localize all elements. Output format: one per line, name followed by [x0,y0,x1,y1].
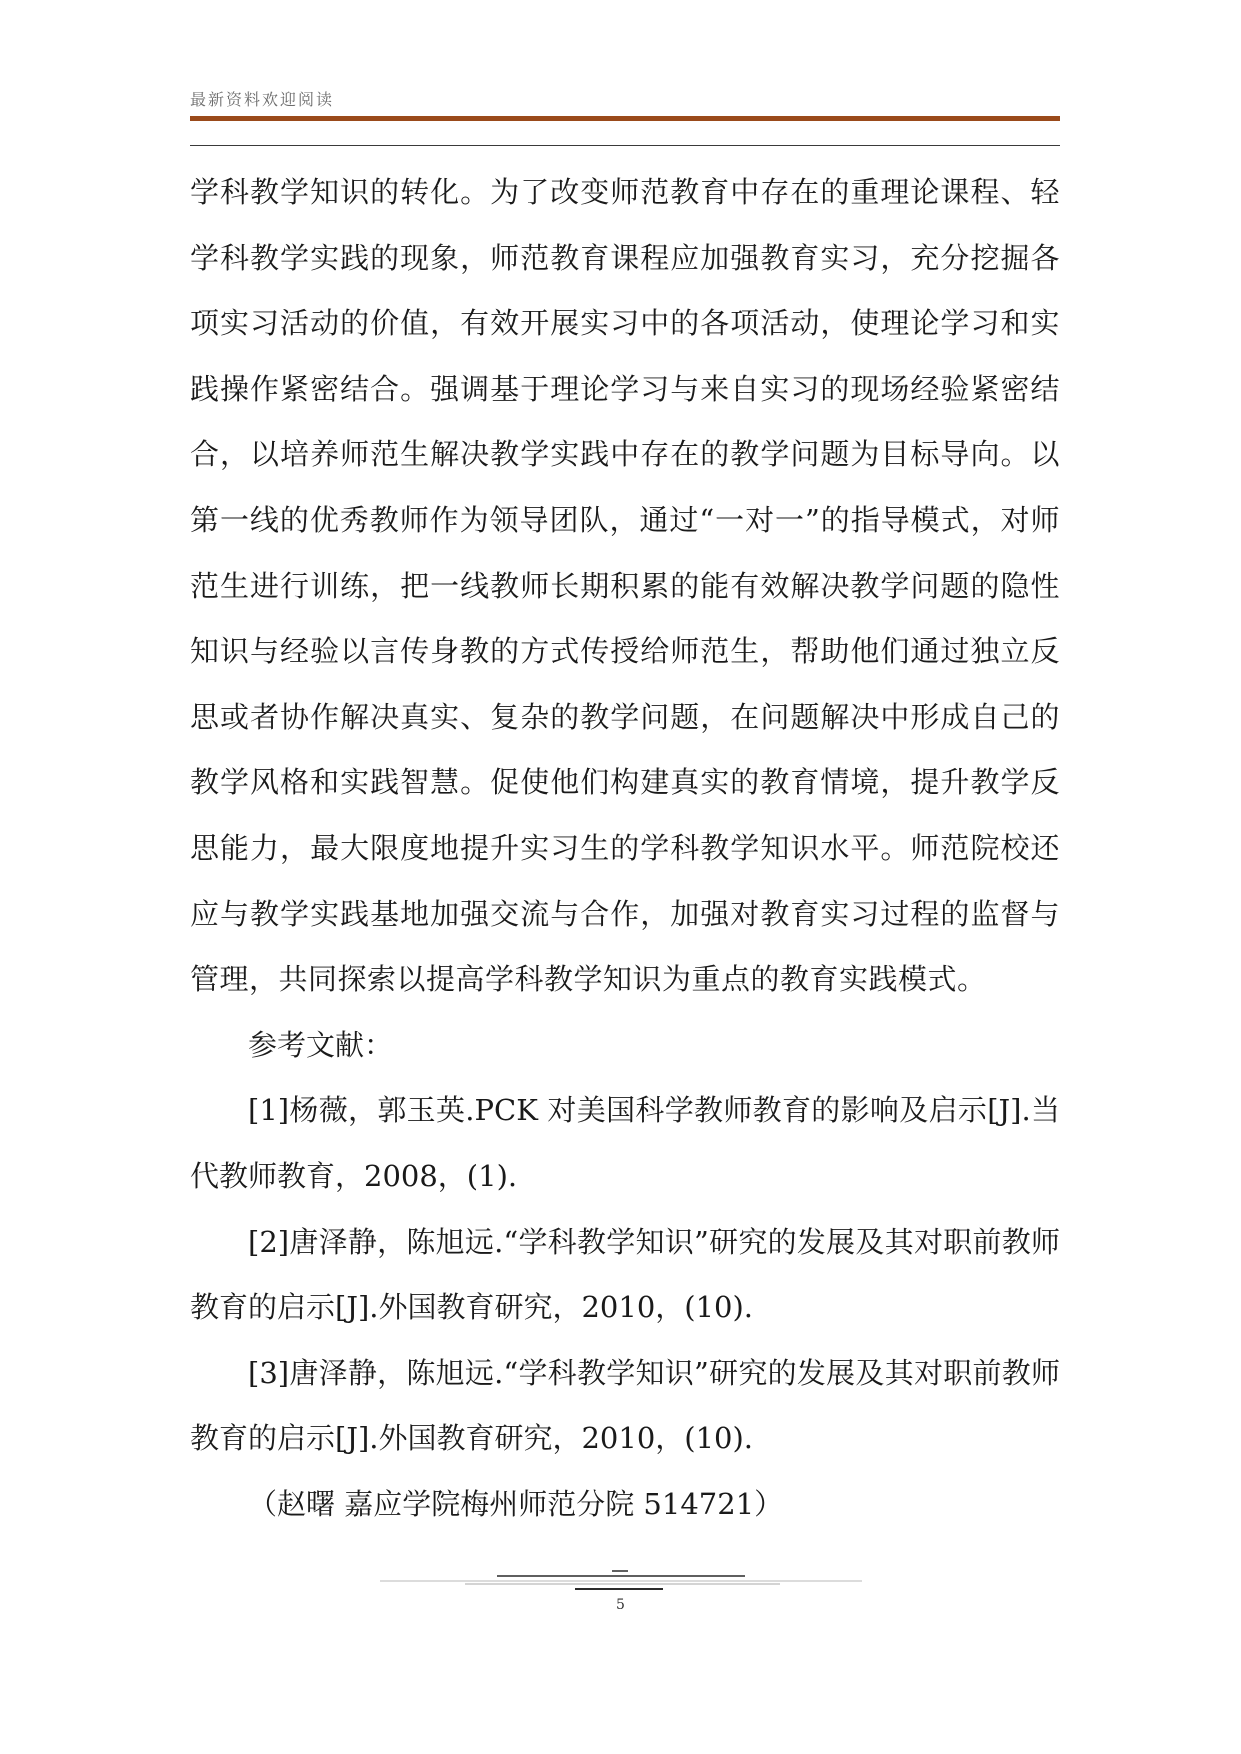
header-rule-thin [190,145,1060,146]
author-affiliation: （赵曙 嘉应学院梅州师范分院 514721） [248,1486,784,1521]
header-rule-thick [190,116,1060,121]
references-heading: 参考文献： [248,1027,394,1062]
header-title: 最新资料欢迎阅读 [190,90,335,109]
main-content [190,160,1060,1537]
reference-item-3: [3]唐泽静，陈旭远.“学科教学知识”研究的发展及其对职前教师教育的启示[J].外国教育研究，2010，(10). [190,1355,1060,1456]
reference-item-2: [2]唐泽静，陈旭远.“学科教学知识”研究的发展及其对职前教师教育的启示[J].外国教育研究，2010，(10). [190,1224,1060,1325]
body-paragraph: 学科教学知识的转化。为了改变师范教育中存在的重理论课程、轻学科教学实践的现象，师范教育课程应加强教育实习，充分挖掘各项实习活动的价值，有效开展实习中的各项活动，使理论学习和实践操作紧密结合。强调基于理论学习与来自实习的现场经验紧密结合，以培养师范生解决教学实践中存在的教学问题为目标导向。以第一线的优秀教师作为领导团队，通过“一对一”的指导模式，对师范生进行训练，把一线教师长期积累的能有效解决教学问题的隐性知识与经验以言传身教的方式传授给师范生，帮助他们通过独立反思或者协作解决真实、复杂的教学问题，在问题解决中形成自己的教学风格和实践智慧。促使他们构建真实的教育情境，提升教学反思能力，最大限度地提升实习生的学科教学知识水平。师范院校还应与教学实践基地加强交流与合作，加强对教育实习过程的监督与管理，共同探索以提高学科教学知识为重点的教育实践模式。 [190,175,1060,997]
page-header [190,88,1060,112]
reference-item-1: [1]杨薇，郭玉英.PCK 对美国科学教师教育的影响及启示[J].当代教师教育，2008，(1). [190,1093,1060,1193]
page-number: 5 [616,1597,625,1613]
